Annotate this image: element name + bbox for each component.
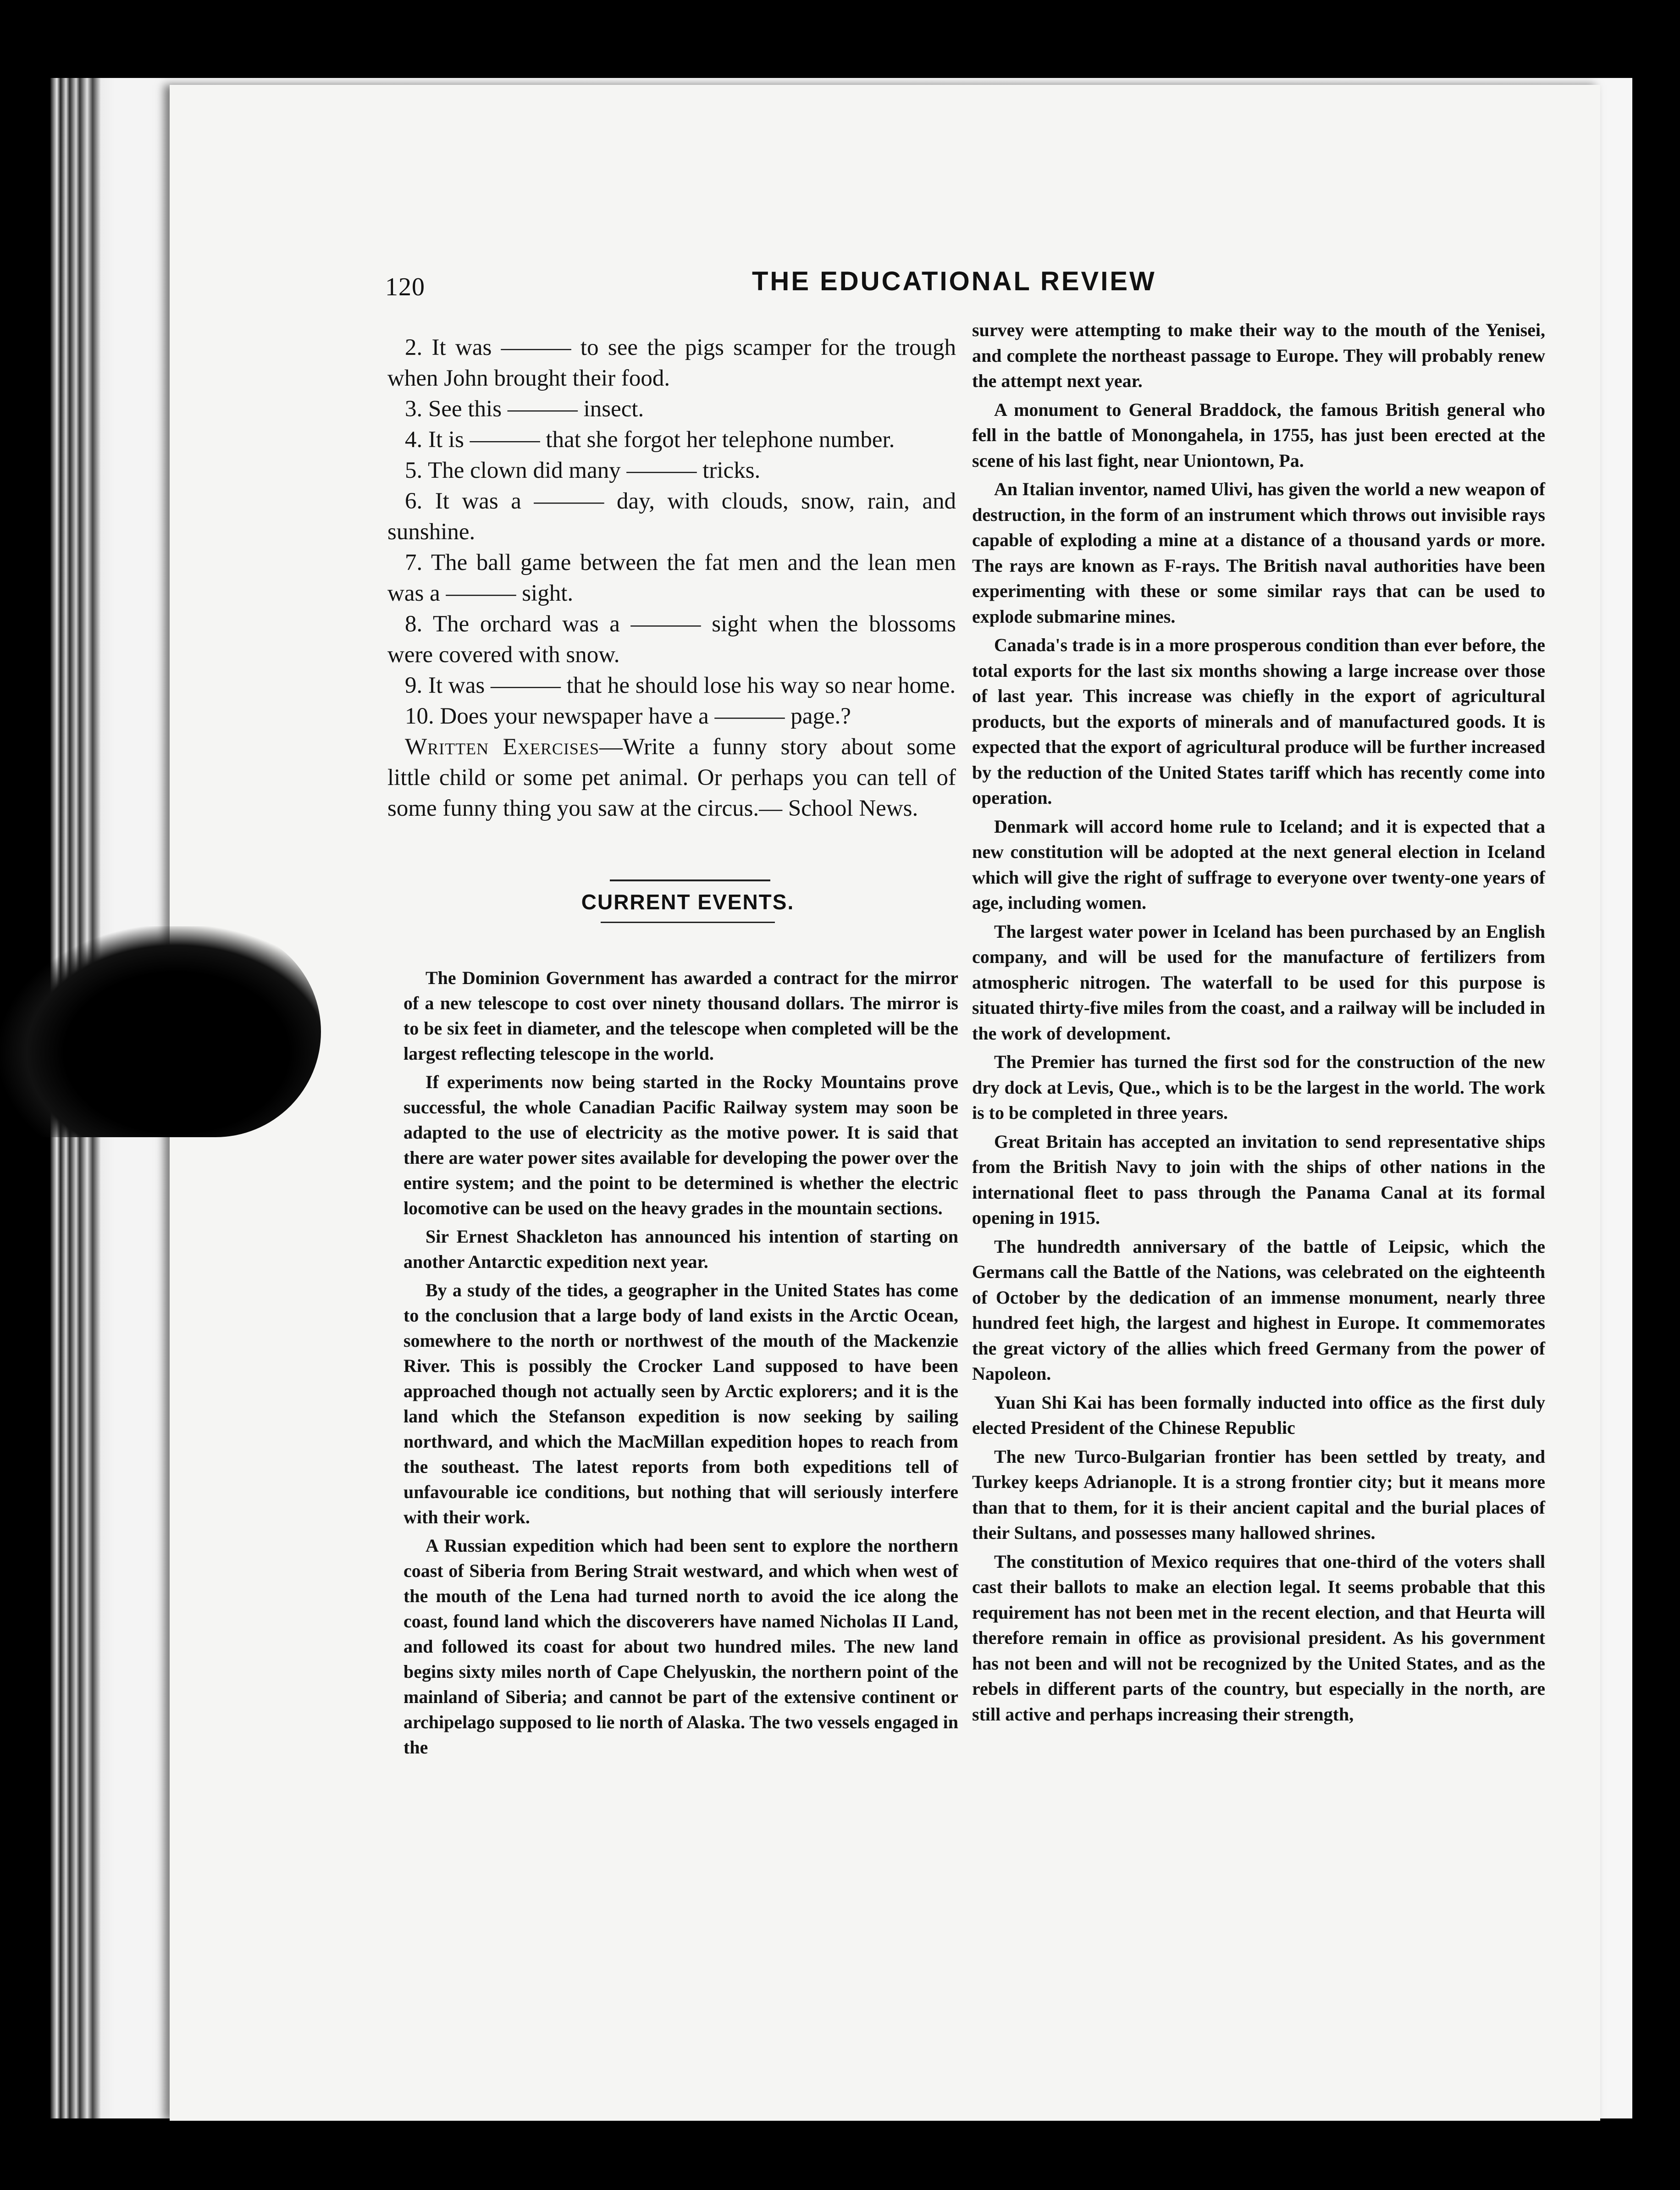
exercise-item: 4. It is ——— that she forgot her telephone number. — [405, 427, 895, 453]
news-paragraph: The Dominion Government has awarded a contract for the mirror of a new telescope to cost over ninety thousand dollars. The mirror is to be six feet in diameter, and the telescope when completed will be the largest reflecting telescope in the world. — [403, 968, 958, 1064]
exercise-item: 5. The clown did many ——— tricks. — [405, 458, 761, 483]
news-paragraph: By a study of the tides, a geographer in the United States has come to the conclusion that a large body of land exists in the Arctic Ocean, somewhere to the north or northwest of the mouth of the Mackenzie River. This is possibly the Crocker Land supposed to have been approached though not actually seen by Arctic explorers; and it is the land which the Stefanson expedition is now seeking by sailing northward, and which the MacMillan expedition hopes to reach from the southeast. The latest reports from both expeditions tell of unfavourable ice conditions, but nothing that will seriously interfere with their work. — [403, 1280, 958, 1527]
section-divider — [601, 922, 775, 923]
news-paragraph: The Premier has turned the first sod for the construction of the new dry dock at Levis, Que., which is to be the largest in the world. The work is to be completed in three years. — [972, 1051, 1545, 1123]
news-paragraph: If experiments now being started in the Rocky Mountains prove successful, the whole Canadian Pacific Railway system may soon be adapted to the use of electricity as the motive power. It is said that there are water power sites available for developing the power over the entire system; and the point to be determined is whether the electric locomotive can be used on the heavy grades in the mountain sections. — [403, 1072, 958, 1218]
news-paragraph: Yuan Shi Kai has been formally inducted into office as the first duly elected President of the Chinese Republic — [972, 1392, 1545, 1438]
written-exercises-text: —Write a funny story about some little child or some pet animal. Or perhaps you can tell of some funny thing you saw at the circus.— School News. — [387, 734, 956, 821]
news-paragraph-continued: survey were attempting to make their way to the mouth of the Yenisei, and complete the northeast passage to Europe. They will probably renew the attempt next year. — [972, 320, 1545, 391]
exercise-item: 7. The ball game between the fat men and the lean men was a ——— sight. — [387, 550, 956, 606]
news-paragraph: The constitution of Mexico requires that one-third of the voters shall cast their ballots to make an election legal. It seems probable that this requirement has not been met in the recent election, and that Heurta will therefore remain in office as provisional president. As his government has not been and will not be recognized by the United States, and as the rebels in different parts of the country, but especially in the north, are still active and perhaps increasing their strength, — [972, 1551, 1545, 1725]
exercise-item: 6. It was a ——— day, with clouds, snow, rain, and sunshine. — [387, 488, 956, 545]
exercise-item: 10. Does your newspaper have a ——— page.? — [405, 703, 851, 729]
section-divider — [610, 879, 770, 881]
news-paragraph: An Italian inventor, named Ulivi, has given the world a new weapon of destruction, in the form of an instrument which throws out invisible rays capable of exploding a mine at a distance of a thousand yards or more. The rays are known as F-rays. The British naval authorities have been experimenting with these or some similar rays that can be used to explode submarine mines. — [972, 479, 1545, 627]
exercise-item: 2. It was ——— to see the pigs scamper for the trough when John brought their food. — [387, 335, 956, 391]
exercise-item: 8. The orchard was a ——— sight when the blossoms were covered with snow. — [387, 611, 956, 668]
news-paragraph: Denmark will accord home rule to Iceland; and it is expected that a new constitution will be adopted at the next general election in Iceland which will give the right of suffrage to everyone over twenty-one years of age, including women. — [972, 816, 1545, 913]
news-paragraph: A Russian expedition which had been sent to explore the northern coast of Siberia from Bering Strait westward, and which when west of the mouth of the Lena had turned north to avoid the ice along the coast, found land which the discoverers have named Nicholas II Land, and followed its coast for about two hundred miles. The new land begins sixty miles north of Cape Chelyuskin, the northern point of the mainland of Siberia; and cannot be part of the extensive continent or archipelago supposed to lie north of Alaska. The two vessels engaged in the — [403, 1535, 958, 1758]
news-paragraph: The largest water power in Iceland has been purchased by an English company, and will be used for the manufacture of fertilizers from atmospheric nitrogen. The waterfall to be used for this purpose is situated thirty-five miles from the coast, and a railway will be included in the work of development. — [972, 921, 1545, 1044]
news-paragraph: Sir Ernest Shackleton has announced his intention of starting on another Antarctic expedition next year. — [403, 1226, 958, 1272]
news-paragraph: Great Britain has accepted an invitation to send representative ships from the British Navy to join with the ships of other nations in the international fleet to pass through the Panama Canal at its formal opening in 1915. — [972, 1131, 1545, 1228]
page-number: 120 — [385, 273, 425, 301]
news-paragraph: Canada's trade is in a more prosperous condition than ever before, the total exports for the last six months showing a large increase over those of last year. This increase was chiefly in the export of agricultural products, but the exports of minerals and of manufactured goods. It is expected that the export of agricultural produce will be further increased by the reduction of the United States tariff which has recently come into operation. — [972, 635, 1545, 808]
current-events-left-column — [403, 965, 958, 1763]
written-exercises-label: Written Exercises — [405, 734, 599, 760]
running-title: THE EDUCATIONAL REVIEW — [752, 266, 1156, 296]
news-paragraph: The hundredth anniversary of the battle of Leipsic, which the Germans call the Battle of the Nations, was celebrated on the eighteenth of October by the dedication of an immense monument, nearly three hundred feet high, the largest and highest in Europe. It commemorates the great victory of the allies which freed Germany from the power of Napoleon. — [972, 1236, 1545, 1384]
news-paragraph: A monument to General Braddock, the famous British general who fell in the battle of Monongahela, in 1755, has just been erected at the scene of his last fight, near Uniontown, Pa. — [972, 399, 1545, 471]
scanner-thumb-shadow — [0, 926, 321, 1137]
exercise-item: 3. See this ——— insect. — [405, 396, 644, 422]
exercise-item: 9. It was ——— that he should lose his way so near home. — [405, 673, 956, 698]
news-paragraph: The new Turco-Bulgarian frontier has been settled by treaty, and Turkey keeps Adrianople. It is a strong frontier city; but it means more than that to them, for it is their ancient capital and the burial places of their Sultans, and possesses many hallowed shrines. — [972, 1446, 1545, 1543]
current-events-right-column — [972, 317, 1545, 1730]
written-exercises — [387, 732, 956, 824]
exercise-list — [387, 332, 956, 824]
section-title: CURRENT EVENTS. — [581, 890, 795, 914]
page-header — [385, 266, 1669, 303]
